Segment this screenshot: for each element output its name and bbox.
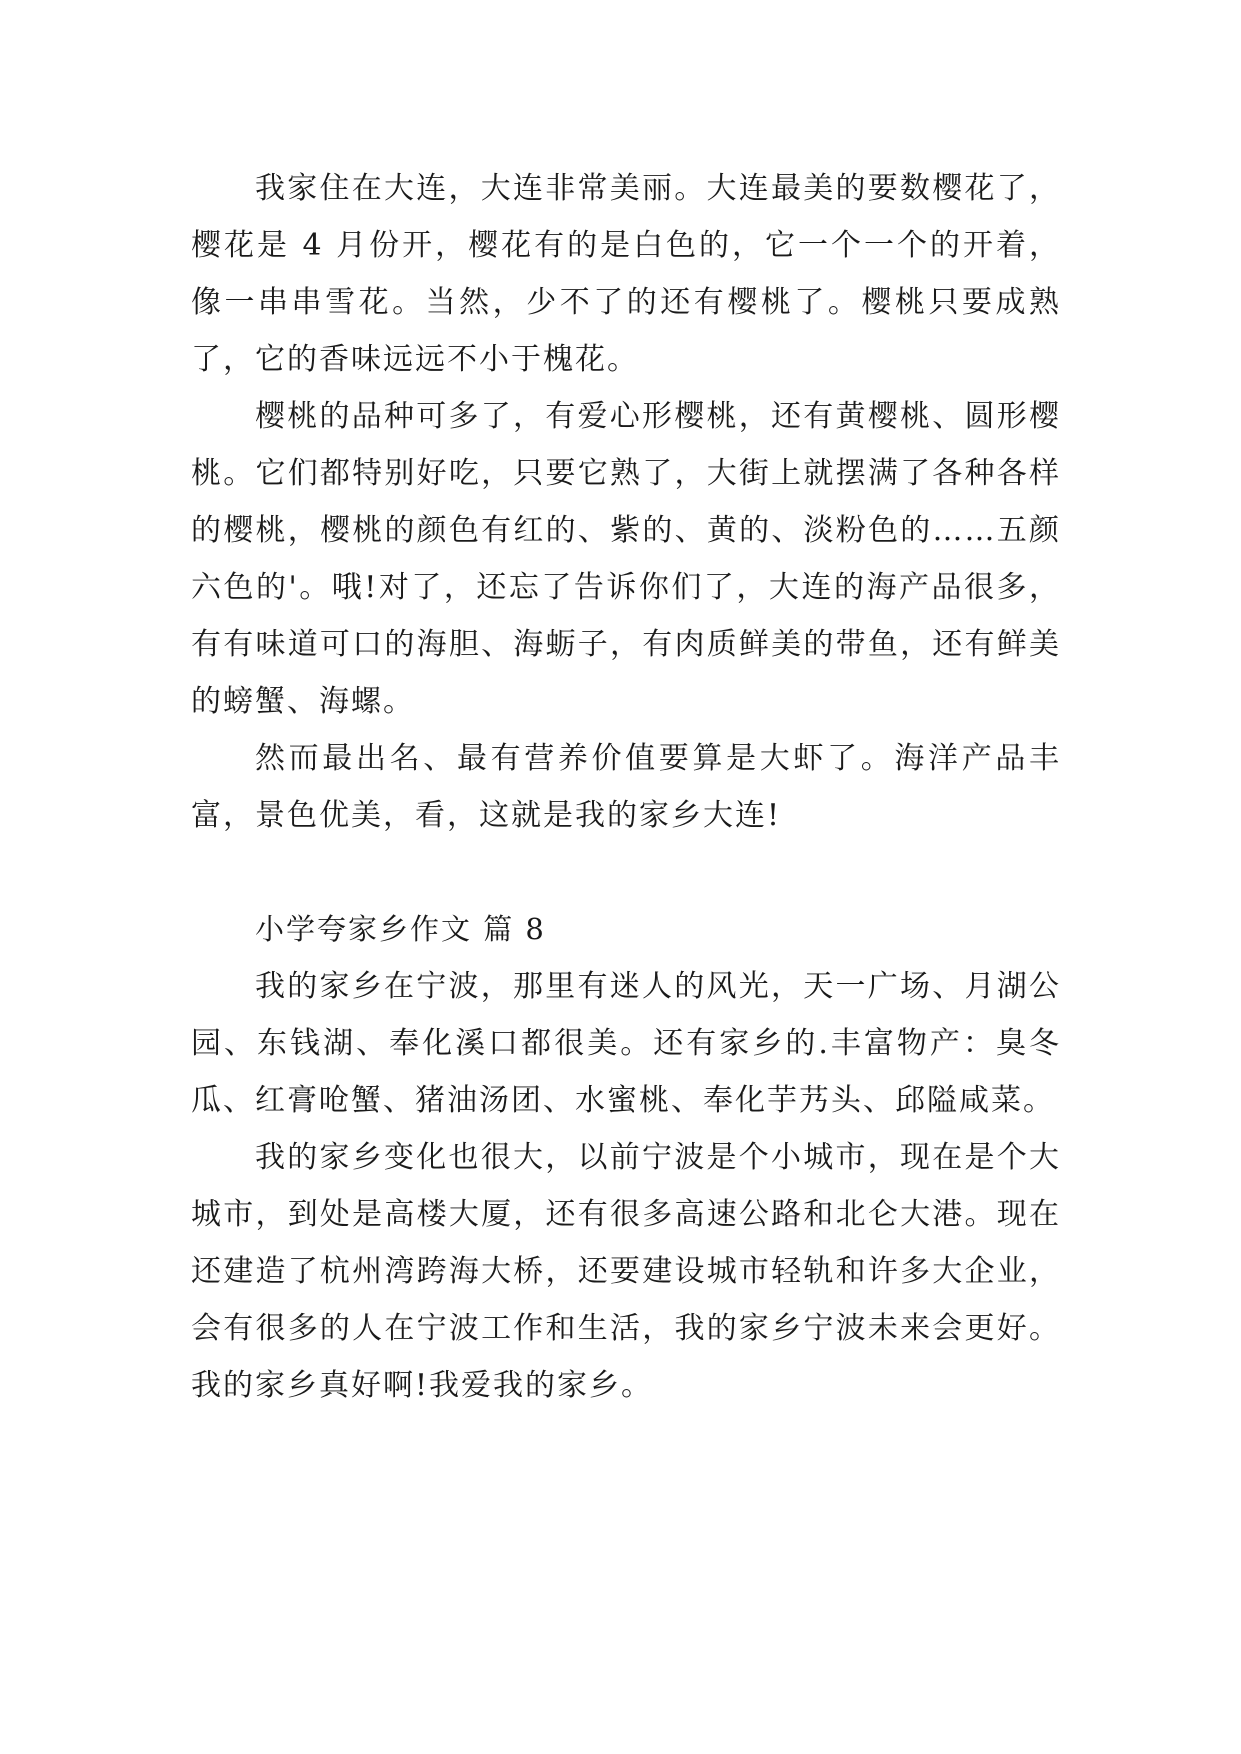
section-heading: 小学夸家乡作文 篇 8 <box>255 912 546 946</box>
section-spacer <box>191 844 1061 901</box>
document-page <box>191 160 1061 1414</box>
paragraph-dalian-shrimp: 然而最出名、最有营养价值要算是大虾了。海洋产品丰富，景色优美，看，这就是我的家乡大连! <box>191 741 1061 833</box>
paragraph-dalian-cherries: 樱桃的品种可多了，有爱心形樱桃，还有黄樱桃、圆形樱桃。它们都特别好吃，只要它熟了，大街上就摆满了各种各样的樱桃，樱桃的颜色有红的、紫的、黄的、淡粉色的……五颜六色的'。哦!对了，还忘了告诉你们了，大连的海产品很多，有有味道可口的海胆、海蛎子，有肉质鲜美的带鱼，还有鲜美的螃蟹、海螺。 <box>191 399 1061 719</box>
paragraph-ningbo-scenery: 我的家乡在宁波，那里有迷人的风光，天一广场、月湖公园、东钱湖、奉化溪口都很美。还有家乡的.丰富物产：臭冬瓜、红膏呛蟹、猪油汤团、水蜜桃、奉化芋艿头、邱隘咸菜。 <box>191 969 1061 1118</box>
paragraph-dalian-sakura: 我家住在大连，大连非常美丽。大连最美的要数樱花了，樱花是 4 月份开，樱花有的是白色的，它一个一个的开着，像一串串雪花。当然，少不了的还有樱桃了。樱桃只要成熟了，它的香味远远不小于槐花。 <box>191 171 1061 377</box>
paragraph-ningbo-changes: 我的家乡变化也很大，以前宁波是个小城市，现在是个大城市，到处是高楼大厦，还有很多高速公路和北仑大港。现在还建造了杭州湾跨海大桥，还要建设城市轻轨和许多大企业，会有很多的人在宁波工作和生活，我的家乡宁波未来会更好。我的家乡真好啊!我爱我的家乡。 <box>191 1140 1061 1403</box>
